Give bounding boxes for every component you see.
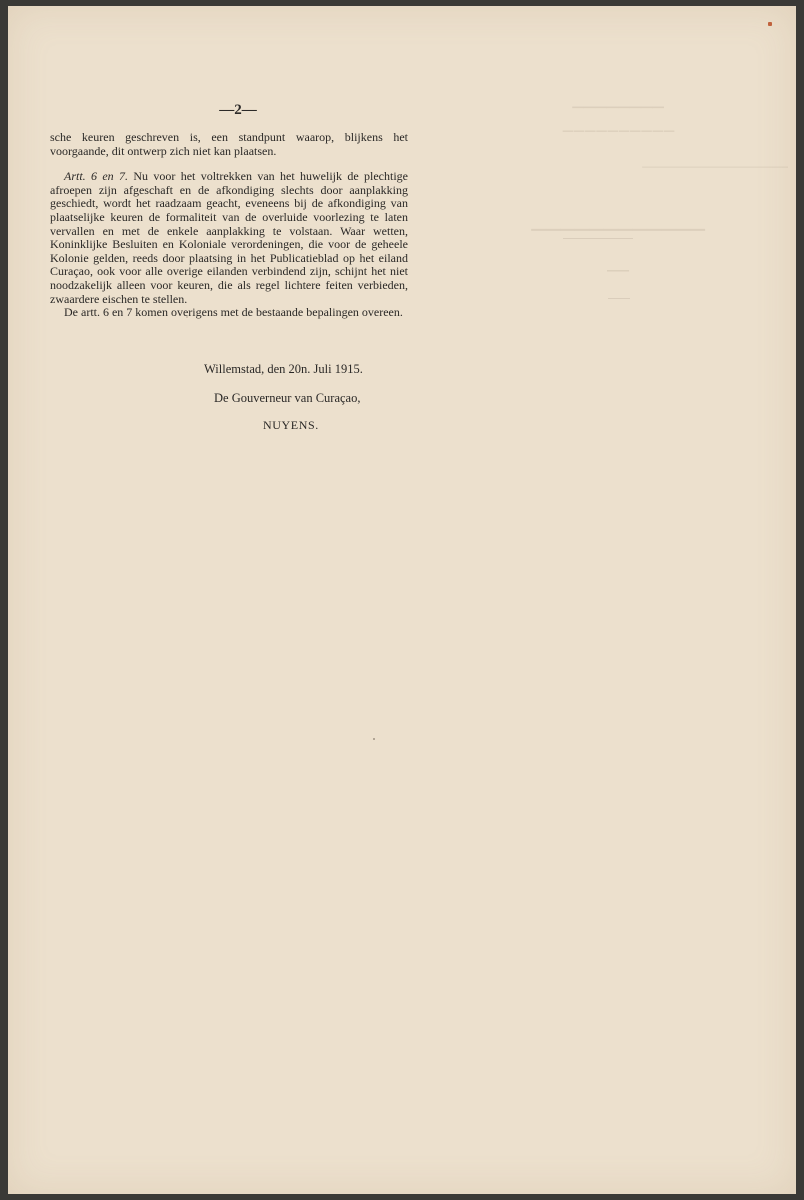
article-reference: Artt. 6 en 7. <box>64 169 129 184</box>
show-through-rule <box>563 238 633 239</box>
article-paragraph <box>50 170 408 306</box>
paper-speck <box>186 316 188 318</box>
paper-speck <box>373 738 375 740</box>
signature-name: NUYENS. <box>263 418 319 432</box>
signature-role: De Gouverneur van Curaçao, <box>214 391 361 405</box>
continuation-paragraph: sche keuren geschreven is, een standpunt waarop, blijkens het voorgaande, dit ontwerp zich niet kan plaatsen. <box>50 130 408 158</box>
show-through-rule <box>608 298 630 299</box>
body-text <box>50 131 408 320</box>
page-number: —2— <box>219 102 257 118</box>
corner-mark <box>768 22 772 26</box>
document-page <box>8 6 796 1194</box>
show-through-area: ──────── ────────── ────────────────────── ──────────── ── <box>531 97 788 283</box>
signature-place-date: Willemstad, den 20n. Juli 1915. <box>204 362 363 376</box>
closing-paragraph: De artt. 6 en 7 komen overigens met de bestaande bepalingen overeen. <box>64 305 403 320</box>
article-text: Nu voor het voltrekken van het huwelijk de plechtige afroepen zijn afgeschaft en de afkondiging slechts door aanplakking geschiedt, wordt het raadzaam geacht, eveneens bij de afkondiging van plaatselijke keuren de formaliteit van de overluide voorlezing te laten vervallen en met de enkele aanplakking te volstaan. Waar wetten, Koninklijke Besluiten en Koloniale verordeningen, die voor de geheele Kolonie gelden, reeds door plaatsing in het Publicatieblad op het eiland Curaçao, ook voor alle overige eilanden verbindend zijn, schijnt het niet noodzakelijk alleen voor keuren, die als regel lichtere feiten verbieden, zwaardere eischen te stellen. <box>50 169 408 306</box>
